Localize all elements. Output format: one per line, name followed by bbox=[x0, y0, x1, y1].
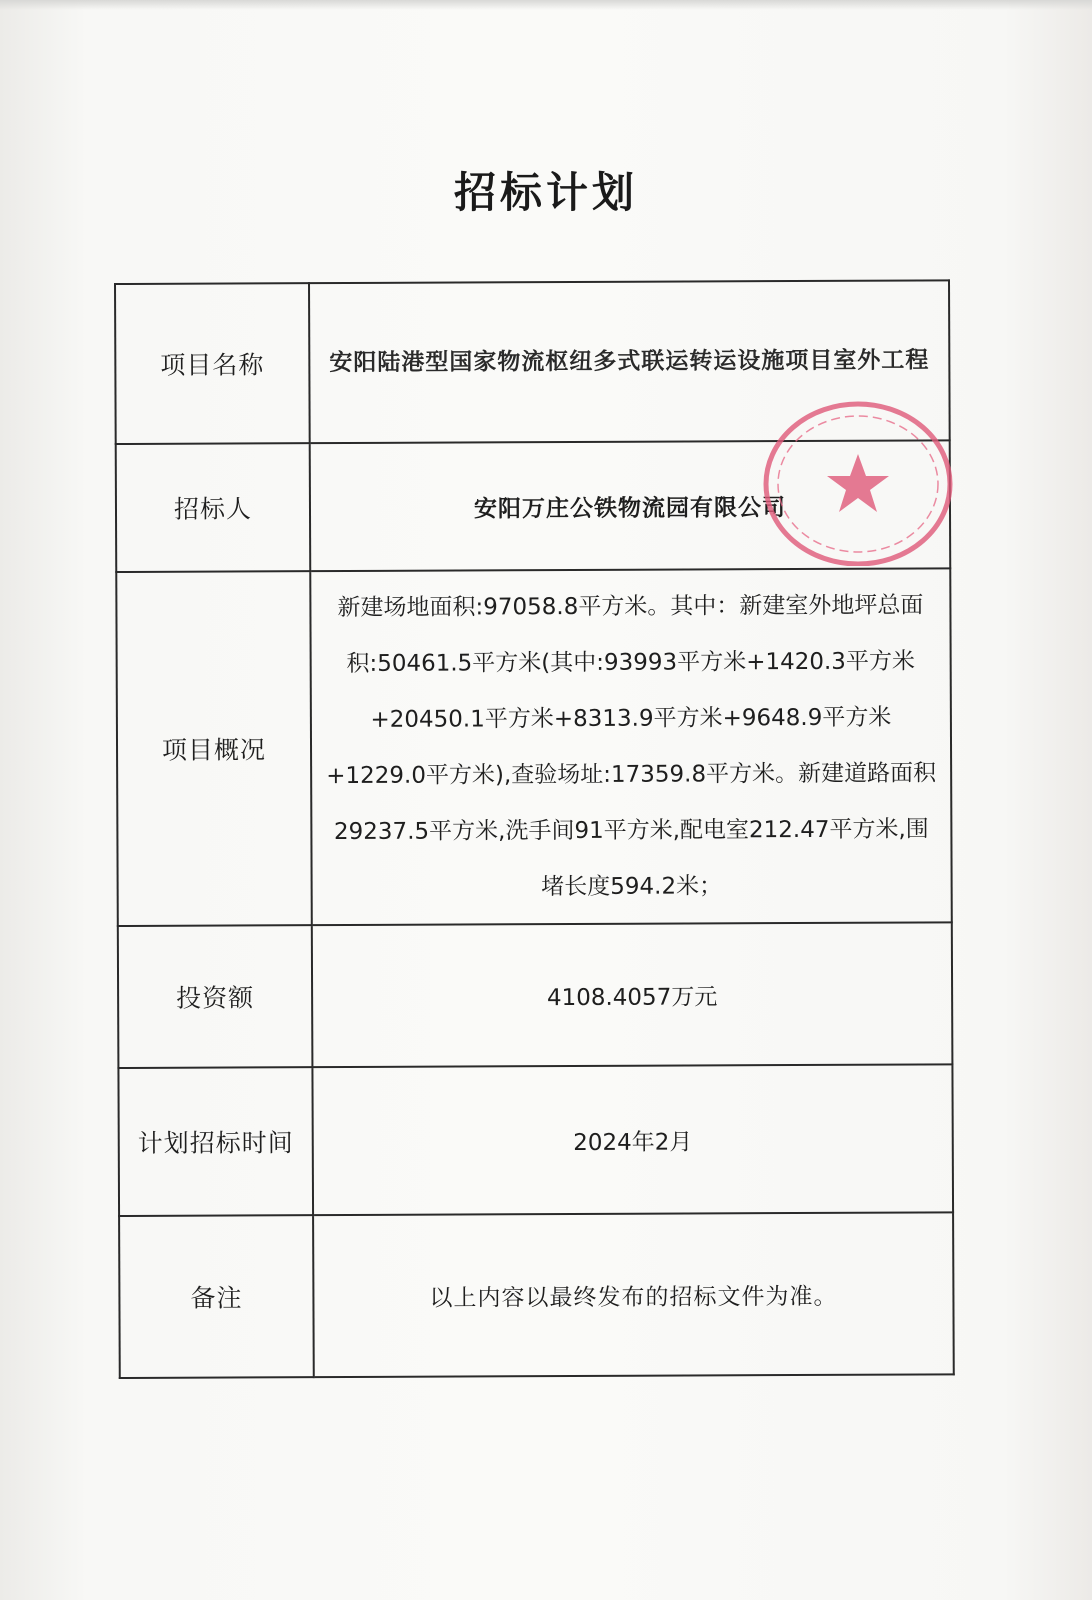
table-row-project-name bbox=[115, 280, 950, 444]
table-row-overview bbox=[116, 568, 952, 926]
project-name-value: 安阳陆港型国家物流枢纽多式联运转运设施项目室外工程 bbox=[309, 280, 950, 443]
document-title: 招标计划 bbox=[453, 168, 638, 217]
remarks-value: 以上内容以最终发布的招标文件为准。 bbox=[313, 1212, 954, 1377]
investment-label: 投资额 bbox=[118, 925, 313, 1068]
project-name-label: 项目名称 bbox=[115, 283, 310, 444]
table-row-remarks bbox=[119, 1212, 954, 1378]
remarks-label: 备注 bbox=[119, 1215, 314, 1378]
table-row-investment bbox=[118, 922, 953, 1068]
overview-label: 项目概况 bbox=[116, 571, 312, 926]
tender-time-value: 2024年2月 bbox=[312, 1064, 953, 1215]
table-row-tenderer bbox=[116, 440, 951, 572]
tenderer-label: 招标人 bbox=[116, 443, 311, 572]
tenderer-value: 安阳万庄公铁物流园有限公司 bbox=[310, 440, 951, 571]
table-row-tender-time bbox=[118, 1064, 953, 1216]
tender-plan-table bbox=[114, 279, 955, 1379]
scan-edge-shadow bbox=[0, 0, 1092, 10]
overview-value: 新建场地面积:97058.8平方米。其中：新建室外地坪总面积:50461.5平方米(其中:93993平方米+1420.3平方米+20450.1平方米+8313.9平方米+9648.9平方米+1229.0平方米),查验场址:17359.8平方米。新建道路面积29237.5平方米,洗手间91平方米,配电室212.47平方米,围堵长度594.2米； bbox=[310, 568, 952, 925]
tender-time-label: 计划招标时间 bbox=[118, 1067, 313, 1216]
investment-value: 4108.4057万元 bbox=[312, 922, 953, 1067]
